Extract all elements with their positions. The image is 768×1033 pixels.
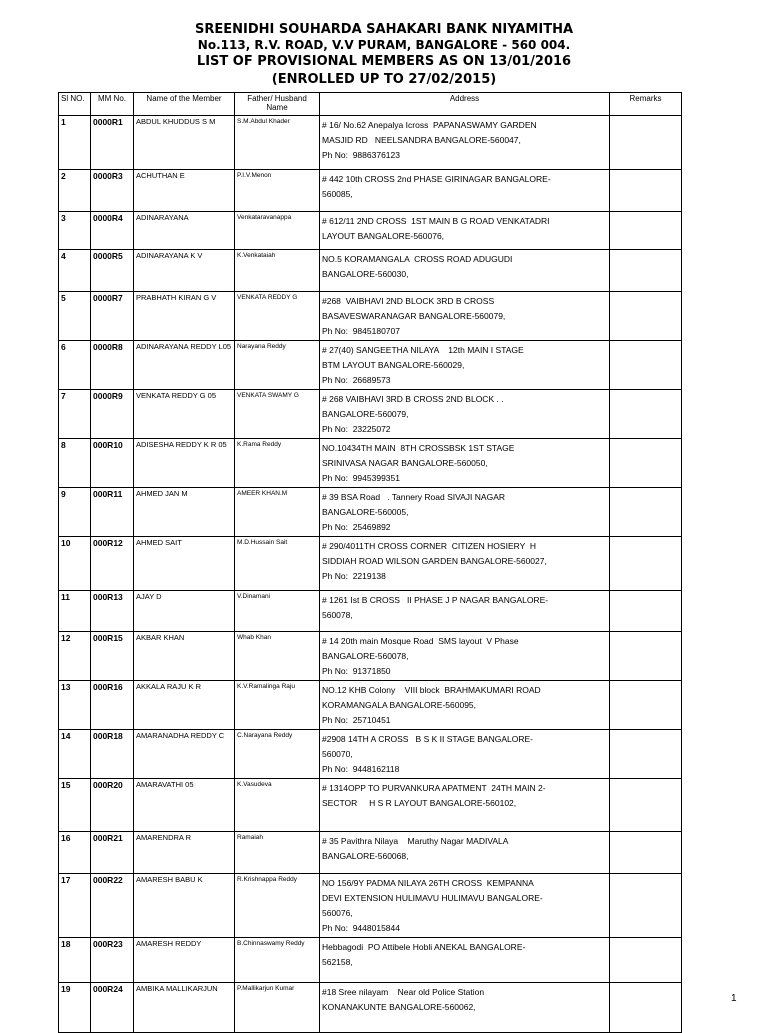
address-cell [320, 591, 610, 632]
member-number-cell: 000R11 [91, 488, 134, 537]
member-number-cell: 000R10 [91, 439, 134, 488]
serial-number-cell: 2 [59, 170, 91, 212]
address-line: LAYOUT BANGALORE-560076, [322, 231, 445, 241]
member-number-cell: 000R18 [91, 730, 134, 779]
father-name-cell: P.I.V.Menon [235, 170, 320, 212]
remarks-cell [610, 681, 682, 730]
member-name-cell: AHMED JAN M [134, 488, 235, 537]
bank-name: SREENIDHI SOUHARDA SAHAKARI BANK NIYAMITHA [194, 22, 574, 37]
serial-number-cell: 19 [59, 983, 91, 1033]
address-line: NO 156/9Y PADMA NILAYA 26TH CROSS KEMPANNA [322, 878, 534, 888]
address-line: Ph No: 2219138 [322, 571, 386, 581]
member-number-cell: 000R22 [91, 874, 134, 938]
member-number-cell: 0000R8 [91, 341, 134, 390]
serial-number-cell: 1 [59, 116, 91, 170]
member-number-cell: 000R16 [91, 681, 134, 730]
remarks-cell [610, 439, 682, 488]
father-name-cell: V.Dinamani [235, 591, 320, 632]
col-header-name: Name of the Member [134, 93, 235, 116]
address-line: DEVI EXTENSION HULIMAVU HULIMAVU BANGALORE- [322, 893, 543, 903]
serial-number-cell: 16 [59, 832, 91, 874]
address-line: 560076, [322, 908, 353, 918]
table-row [59, 537, 682, 591]
father-name-cell: K.Vasudeva [235, 779, 320, 832]
serial-number-cell: 9 [59, 488, 91, 537]
address-cell [320, 439, 610, 488]
serial-number-cell: 7 [59, 390, 91, 439]
address-line: #2908 14TH A CROSS B S K II STAGE BANGALORE- [322, 734, 534, 744]
address-line: # 39 BSA Road . Tannery Road SIVAJI NAGAR [322, 492, 506, 502]
col-header-remarks: Remarks [610, 93, 682, 116]
member-number-cell: 000R12 [91, 537, 134, 591]
remarks-cell [610, 292, 682, 341]
member-name-cell: ADINARAYANA REDDY L05 [134, 341, 235, 390]
remarks-cell [610, 779, 682, 832]
member-number-cell: 0000R7 [91, 292, 134, 341]
serial-number-cell: 11 [59, 591, 91, 632]
address-line: # 14 20th main Mosque Road SMS layout V Phase [322, 636, 519, 646]
remarks-cell [610, 632, 682, 681]
member-number-cell: 000R15 [91, 632, 134, 681]
table-row [59, 390, 682, 439]
address-line: #268 VAIBHAVI 2ND BLOCK 3RD B CROSS [322, 296, 495, 306]
father-name-cell: B.Chinnaswamy Reddy [235, 938, 320, 983]
address-line: # 1314OPP TO PURVANKURA APATMENT 24TH MAIN 2- [322, 783, 546, 793]
address-cell [320, 170, 610, 212]
address-cell [320, 537, 610, 591]
member-name-cell: PRABHATH KIRAN G V [134, 292, 235, 341]
serial-number-cell: 8 [59, 439, 91, 488]
serial-number-cell: 4 [59, 250, 91, 292]
address-line: 562158, [322, 957, 353, 967]
remarks-cell [610, 170, 682, 212]
address-line: Ph No: 91371850 [322, 666, 391, 676]
address-line: # 27(40) SANGEETHA NILAYA 12th MAIN I STAGE [322, 345, 524, 355]
remarks-cell [610, 488, 682, 537]
father-name-cell: K.Venkataiah [235, 250, 320, 292]
remarks-cell [610, 938, 682, 983]
serial-number-cell: 17 [59, 874, 91, 938]
table-row [59, 212, 682, 250]
col-header-sl: Sl NO. [59, 93, 91, 116]
address-cell [320, 681, 610, 730]
address-line: BTM LAYOUT BANGALORE-560029, [322, 360, 465, 370]
table-row [59, 874, 682, 938]
father-name-cell: P.Mallikarjun Kumar [235, 983, 320, 1033]
address-cell [320, 779, 610, 832]
address-cell [320, 116, 610, 170]
enrollment-note: (ENROLLED UP TO 27/02/2015) [271, 72, 497, 87]
address-cell [320, 390, 610, 439]
father-name-cell: K.Rama Reddy [235, 439, 320, 488]
address-cell [320, 632, 610, 681]
address-line: Ph No: 9448015844 [322, 923, 400, 933]
col-header-address: Address [320, 93, 610, 116]
address-line: SIDDIAH ROAD WILSON GARDEN BANGALORE-560027, [322, 556, 547, 566]
table-row [59, 591, 682, 632]
address-cell [320, 341, 610, 390]
remarks-cell [610, 390, 682, 439]
address-cell [320, 730, 610, 779]
page-number: 1 [731, 993, 737, 1004]
member-number-cell: 000R13 [91, 591, 134, 632]
father-name-cell: Whab Khan [235, 632, 320, 681]
address-line: KORAMANGALA BANGALORE-560095, [322, 700, 477, 710]
address-line: NO.10434TH MAIN 8TH CROSSBSK 1ST STAGE [322, 443, 515, 453]
member-number-cell: 000R20 [91, 779, 134, 832]
address-line: # 16/ No.62 Anepalya Icross PAPANASWAMY GARDEN [322, 120, 537, 130]
address-cell [320, 874, 610, 938]
remarks-cell [610, 212, 682, 250]
remarks-cell [610, 537, 682, 591]
document-header [0, 21, 768, 88]
member-name-cell: AMARAVATHI 05 [134, 779, 235, 832]
member-name-cell: AKKALA RAJU K R [134, 681, 235, 730]
col-header-father: Father/ Husband Name [235, 93, 320, 116]
member-name-cell: ABDUL KHUDDUS S M [134, 116, 235, 170]
table-header-row [59, 93, 682, 116]
member-number-cell: 0000R5 [91, 250, 134, 292]
table-row [59, 938, 682, 983]
address-line: BANGALORE-560078, [322, 651, 409, 661]
col-header-mm: MM No. [91, 93, 134, 116]
table-row [59, 292, 682, 341]
father-name-cell: R.Krishnappa Reddy [235, 874, 320, 938]
member-name-cell: AMARANADHA REDDY C [134, 730, 235, 779]
member-name-cell: AMBIKA MALLIKARJUN [134, 983, 235, 1033]
address-line: #18 Sree nilayam Near old Police Station [322, 987, 485, 997]
father-name-cell: S.M.Abdul Khader [235, 116, 320, 170]
address-line: Ph No: 26689573 [322, 375, 391, 385]
bank-address: No.113, R.V. ROAD, V.V PURAM, BANGALORE - 560 004. [197, 38, 571, 52]
table-row [59, 250, 682, 292]
father-name-cell: VENKATA REDDY G [235, 292, 320, 341]
address-cell [320, 488, 610, 537]
father-name-cell: Ramaiah [235, 832, 320, 874]
member-name-cell: AKBAR KHAN [134, 632, 235, 681]
address-line: SRINIVASA NAGAR BANGALORE-560050, [322, 458, 488, 468]
address-line: BANGALORE-560079, [322, 409, 409, 419]
address-line: BANGALORE-560068, [322, 851, 409, 861]
father-name-cell: M.D.Hussain Sait [235, 537, 320, 591]
table-row [59, 632, 682, 681]
address-line: Ph No: 9845180707 [322, 326, 400, 336]
address-line: # 612/11 2ND CROSS 1ST MAIN B G ROAD VENKATADRI [322, 216, 550, 226]
remarks-cell [610, 116, 682, 170]
serial-number-cell: 12 [59, 632, 91, 681]
address-cell [320, 832, 610, 874]
member-number-cell: 0000R1 [91, 116, 134, 170]
table-row [59, 779, 682, 832]
table-row [59, 681, 682, 730]
table-row [59, 832, 682, 874]
table-row [59, 488, 682, 537]
member-number-cell: 0000R3 [91, 170, 134, 212]
address-line: Ph No: 25469892 [322, 522, 391, 532]
member-name-cell: AMARESH BABU K [134, 874, 235, 938]
father-name-cell: VENKATA SWAMY G [235, 390, 320, 439]
member-name-cell: VENKATA REDDY G 05 [134, 390, 235, 439]
member-number-cell: 000R23 [91, 938, 134, 983]
table-row [59, 730, 682, 779]
remarks-cell [610, 874, 682, 938]
address-line: # 1261 Ist B CROSS II PHASE J P NAGAR BANGALORE- [322, 595, 549, 605]
member-name-cell: ADINARAYANA [134, 212, 235, 250]
remarks-cell [610, 250, 682, 292]
address-line: BANGALORE-560005, [322, 507, 409, 517]
address-cell [320, 938, 610, 983]
address-line: Ph No: 9945399351 [322, 473, 400, 483]
address-line: Ph No: 9886376123 [322, 150, 400, 160]
address-line: NO.12 KHB Colony VIII block BRAHMAKUMARI ROAD [322, 685, 541, 695]
father-name-cell: Narayana Reddy [235, 341, 320, 390]
remarks-cell [610, 591, 682, 632]
member-name-cell: ADISESHA REDDY K R 05 [134, 439, 235, 488]
serial-number-cell: 13 [59, 681, 91, 730]
member-name-cell: AMARENDRA R [134, 832, 235, 874]
address-line: Hebbagodi PO Attibele Hobli ANEKAL BANGALORE- [322, 942, 526, 952]
address-line: Ph No: 25710451 [322, 715, 391, 725]
address-line: Ph No: 9448162118 [322, 764, 400, 774]
remarks-cell [610, 341, 682, 390]
address-cell [320, 292, 610, 341]
serial-number-cell: 5 [59, 292, 91, 341]
table-row [59, 170, 682, 212]
address-line: Ph No: 23225072 [322, 424, 391, 434]
address-cell [320, 983, 610, 1033]
address-line: BANGALORE-560030, [322, 269, 409, 279]
father-name-cell: C.Narayana Reddy [235, 730, 320, 779]
member-number-cell: 0000R4 [91, 212, 134, 250]
table-row [59, 116, 682, 170]
remarks-cell [610, 983, 682, 1033]
father-name-cell: AMEER KHAN.M [235, 488, 320, 537]
address-line: 560085, [322, 189, 353, 199]
address-line: KONANAKUNTE BANGALORE-560062, [322, 1002, 476, 1012]
address-line: 560070, [322, 749, 353, 759]
member-name-cell: ACHUTHAN E [134, 170, 235, 212]
member-number-cell: 0000R9 [91, 390, 134, 439]
member-number-cell: 000R21 [91, 832, 134, 874]
serial-number-cell: 18 [59, 938, 91, 983]
father-name-cell: Venkataravanappa [235, 212, 320, 250]
serial-number-cell: 6 [59, 341, 91, 390]
table-row [59, 341, 682, 390]
father-name-cell: K.V.Ramalinga Raju [235, 681, 320, 730]
remarks-cell [610, 832, 682, 874]
members-table [58, 92, 682, 1033]
remarks-cell [610, 730, 682, 779]
serial-number-cell: 3 [59, 212, 91, 250]
address-line: # 35 Pavithra Nilaya Maruthy Nagar MADIVALA [322, 836, 509, 846]
address-line: SECTOR H S R LAYOUT BANGALORE-560102, [322, 798, 517, 808]
address-line: 560078, [322, 610, 353, 620]
address-cell [320, 212, 610, 250]
address-line: # 290/4011TH CROSS CORNER CITIZEN HOSIERY H [322, 541, 536, 551]
member-name-cell: AHMED SAIT [134, 537, 235, 591]
address-line: NO.5 KORAMANGALA CROSS ROAD ADUGUDI [322, 254, 513, 264]
address-line: BASAVESWARANAGAR BANGALORE-560079, [322, 311, 506, 321]
member-name-cell: AMARESH REDDY [134, 938, 235, 983]
address-line: # 268 VAIBHAVI 3RD B CROSS 2ND BLOCK . . [322, 394, 504, 404]
serial-number-cell: 15 [59, 779, 91, 832]
table-row [59, 983, 682, 1033]
list-title: LIST OF PROVISIONAL MEMBERS AS ON 13/01/2016 [196, 54, 572, 69]
member-number-cell: 000R24 [91, 983, 134, 1033]
serial-number-cell: 14 [59, 730, 91, 779]
address-line: MASJID RD NEELSANDRA BANGALORE-560047, [322, 135, 521, 145]
table-row [59, 439, 682, 488]
member-name-cell: AJAY D [134, 591, 235, 632]
address-cell [320, 250, 610, 292]
serial-number-cell: 10 [59, 537, 91, 591]
address-line: # 442 10th CROSS 2nd PHASE GIRINAGAR BANGALORE- [322, 174, 551, 184]
member-name-cell: ADINARAYANA K V [134, 250, 235, 292]
table-body [59, 116, 682, 1033]
